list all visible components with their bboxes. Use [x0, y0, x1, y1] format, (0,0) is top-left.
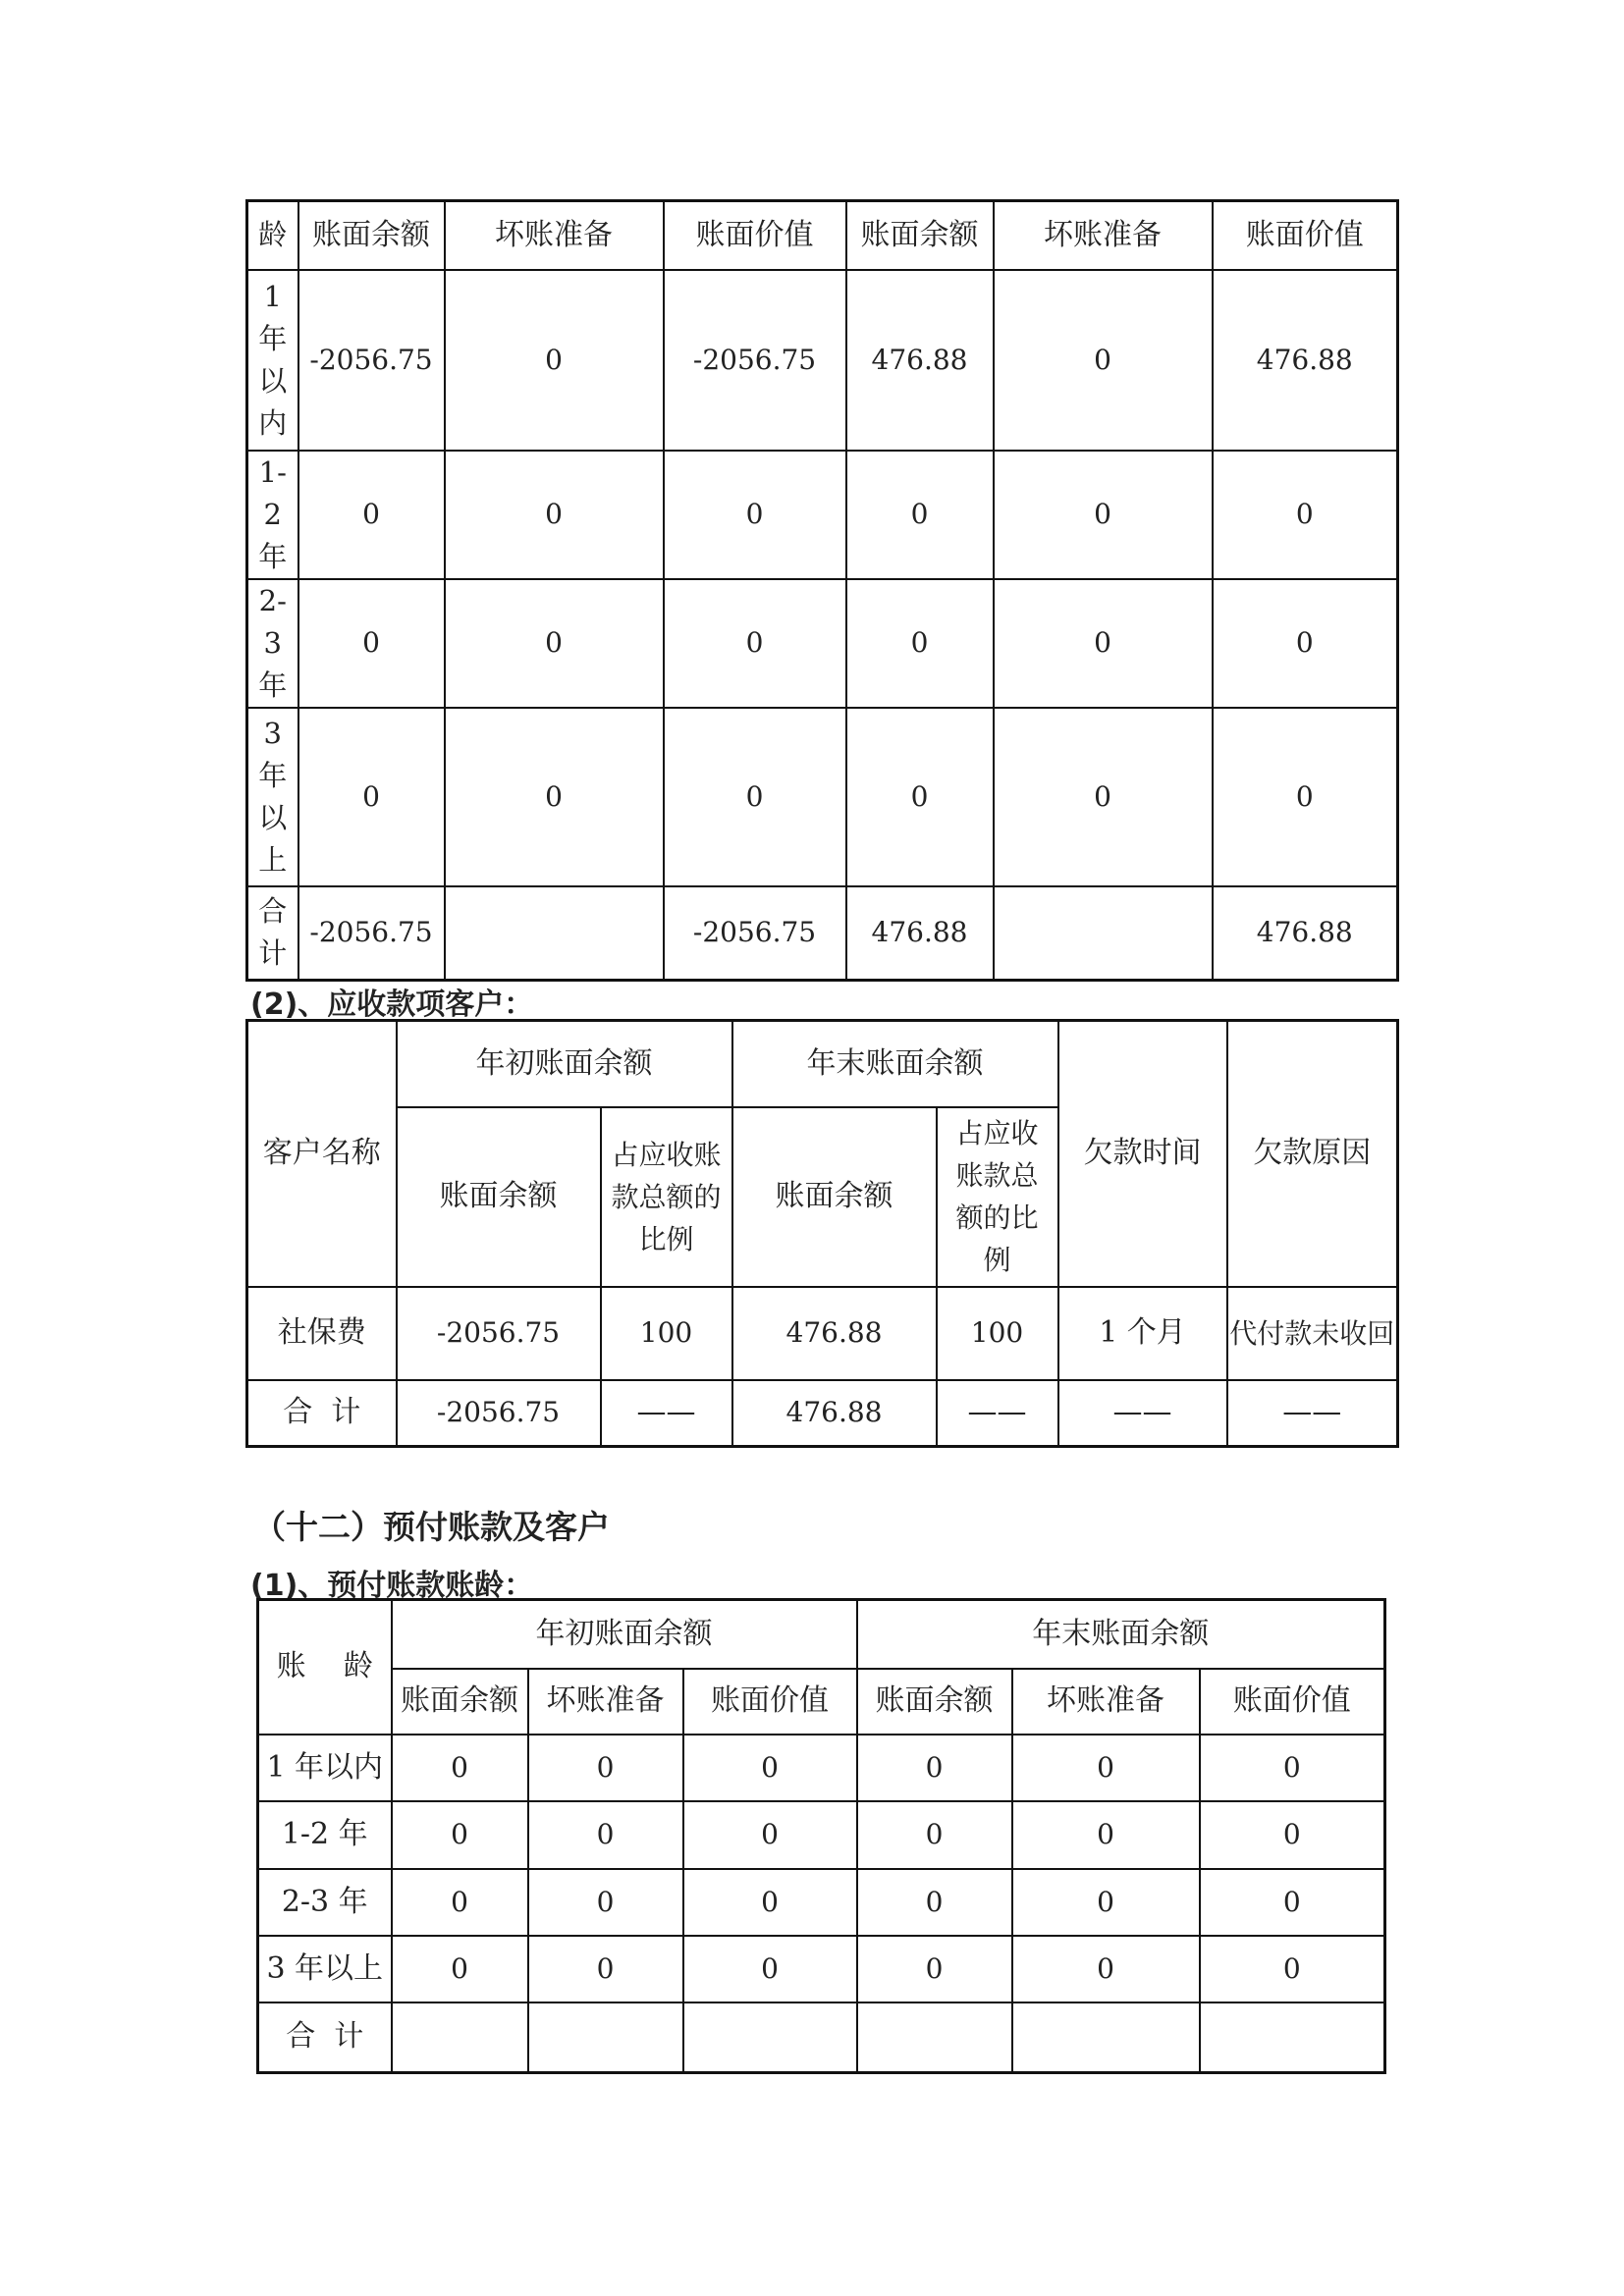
overdue-reason-header: 欠款原因: [1227, 1021, 1398, 1287]
value-cell: [857, 2002, 1012, 2073]
table-row: [258, 1936, 1385, 2002]
value-cell: [994, 886, 1213, 981]
begin-ratio: ——: [601, 1380, 732, 1447]
header-cell: 账面余额: [846, 201, 994, 270]
overdue-time: 1 个月: [1058, 1287, 1227, 1380]
ratio-header: 占应收账款总额的比例: [601, 1107, 732, 1287]
age-cell: 1年以内: [247, 270, 298, 451]
header-cell: 账面价值: [1200, 1669, 1385, 1735]
ratio-header: 占应收账款总额的比例: [937, 1107, 1058, 1287]
total-row: [258, 2002, 1385, 2073]
value-cell: 0: [445, 579, 664, 708]
receivable-aging-table: [245, 199, 1399, 982]
value-cell: 0: [994, 270, 1213, 451]
value-cell: [1012, 2002, 1200, 2073]
table-header-row: [258, 1600, 1385, 1669]
header-cell: 账面价值: [683, 1669, 857, 1735]
value-cell: -2056.75: [664, 886, 846, 981]
value-cell: 0: [683, 1869, 857, 1936]
value-cell: -2056.75: [664, 270, 846, 451]
table-row: [258, 1735, 1385, 1801]
value-cell: 0: [846, 708, 994, 886]
value-cell: 0: [683, 1735, 857, 1801]
value-cell: -2056.75: [298, 270, 445, 451]
header-cell: 坏账准备: [994, 201, 1213, 270]
age-cell: 1-2年: [247, 451, 298, 579]
begin-balance-header: 年初账面余额: [397, 1021, 732, 1107]
value-cell: 0: [1200, 1869, 1385, 1936]
value-cell: [683, 2002, 857, 2073]
table-row: [247, 579, 1398, 708]
header-cell: 账面价值: [664, 201, 846, 270]
age-cell: 合 计: [258, 2002, 392, 2073]
overdue-time: ——: [1058, 1380, 1227, 1447]
value-cell: 0: [1200, 1936, 1385, 2002]
table-row: [258, 1801, 1385, 1869]
table-row: [247, 270, 1398, 451]
header-cell: 坏账准备: [1012, 1669, 1200, 1735]
value-cell: 0: [1213, 451, 1398, 579]
header-cell: 坏账准备: [528, 1669, 683, 1735]
value-cell: 0: [445, 708, 664, 886]
end-balance-header: 年末账面余额: [857, 1600, 1385, 1669]
section-subheading: (1)、预付账款账龄：: [250, 1569, 534, 1603]
value-cell: 0: [392, 1735, 528, 1801]
value-cell: 0: [664, 451, 846, 579]
value-cell: 0: [846, 579, 994, 708]
value-cell: 0: [1200, 1735, 1385, 1801]
value-cell: [1200, 2002, 1385, 2073]
age-cell: 3年以上: [247, 708, 298, 886]
overdue-reason: ——: [1227, 1380, 1398, 1447]
value-cell: 0: [664, 579, 846, 708]
value-cell: 0: [994, 579, 1213, 708]
table-header-row: [247, 1021, 1398, 1107]
table-row: [247, 451, 1398, 579]
value-cell: 476.88: [1213, 270, 1398, 451]
header-cell: 账面余额: [857, 1669, 1012, 1735]
age-cell: 合计: [247, 886, 298, 981]
prepayment-aging-table: [256, 1598, 1386, 2074]
value-cell: 0: [298, 708, 445, 886]
value-cell: -2056.75: [298, 886, 445, 981]
begin-ratio: 100: [601, 1287, 732, 1380]
value-cell: 0: [445, 270, 664, 451]
value-cell: 0: [683, 1801, 857, 1869]
balance-header: 账面余额: [397, 1107, 601, 1287]
value-cell: 0: [298, 451, 445, 579]
value-cell: 0: [392, 1936, 528, 2002]
table-row: [247, 1287, 1398, 1380]
value-cell: 0: [1012, 1936, 1200, 2002]
age-cell: 2-3年: [247, 579, 298, 708]
value-cell: 0: [528, 1936, 683, 2002]
balance-header: 账面余额: [732, 1107, 937, 1287]
receivable-customers-table: [245, 1019, 1399, 1448]
value-cell: 0: [857, 1869, 1012, 1936]
value-cell: 0: [1213, 708, 1398, 886]
value-cell: 0: [857, 1936, 1012, 2002]
value-cell: 0: [664, 708, 846, 886]
age-header: 账 龄: [258, 1600, 392, 1735]
value-cell: 0: [846, 451, 994, 579]
value-cell: [392, 2002, 528, 2073]
table-header-row: [247, 201, 1398, 270]
customer-name-header: 客户名称: [247, 1021, 397, 1287]
value-cell: 0: [445, 451, 664, 579]
age-cell: 1 年以内: [258, 1735, 392, 1801]
end-ratio: 100: [937, 1287, 1058, 1380]
customer-name: 合 计: [247, 1380, 397, 1447]
value-cell: 0: [994, 708, 1213, 886]
value-cell: 0: [857, 1801, 1012, 1869]
value-cell: 0: [994, 451, 1213, 579]
value-cell: 476.88: [1213, 886, 1398, 981]
value-cell: 476.88: [846, 886, 994, 981]
header-cell: 龄: [247, 201, 298, 270]
value-cell: 476.88: [846, 270, 994, 451]
value-cell: 0: [528, 1869, 683, 1936]
end-balance-header: 年末账面余额: [732, 1021, 1058, 1107]
age-cell: 3 年以上: [258, 1936, 392, 2002]
header-cell: 账面价值: [1213, 201, 1398, 270]
age-cell: 2-3 年: [258, 1869, 392, 1936]
total-row: [247, 1380, 1398, 1447]
value-cell: 0: [1012, 1869, 1200, 1936]
end-balance: 476.88: [732, 1287, 937, 1380]
value-cell: 0: [528, 1735, 683, 1801]
header-cell: 坏账准备: [445, 201, 664, 270]
value-cell: 0: [1012, 1735, 1200, 1801]
value-cell: 0: [857, 1735, 1012, 1801]
overdue-reason: 代付款未收回: [1227, 1287, 1398, 1380]
section-heading: （十二）预付账款及客户: [253, 1508, 610, 1546]
end-ratio: ——: [937, 1380, 1058, 1447]
begin-balance-header: 年初账面余额: [392, 1600, 857, 1669]
value-cell: [528, 2002, 683, 2073]
value-cell: [445, 886, 664, 981]
table-subheader-row: [258, 1669, 1385, 1735]
header-cell: 账面余额: [392, 1669, 528, 1735]
value-cell: 0: [1200, 1801, 1385, 1869]
value-cell: 0: [1012, 1801, 1200, 1869]
value-cell: 0: [392, 1801, 528, 1869]
value-cell: 0: [298, 579, 445, 708]
header-cell: 账面余额: [298, 201, 445, 270]
begin-balance: -2056.75: [397, 1287, 601, 1380]
total-row: [247, 886, 1398, 981]
value-cell: 0: [683, 1936, 857, 2002]
overdue-time-header: 欠款时间: [1058, 1021, 1227, 1287]
value-cell: 0: [528, 1801, 683, 1869]
age-cell: 1-2 年: [258, 1801, 392, 1869]
begin-balance: -2056.75: [397, 1380, 601, 1447]
table-row: [247, 708, 1398, 886]
customer-name: 社保费: [247, 1287, 397, 1380]
value-cell: 0: [1213, 579, 1398, 708]
section-heading: (2)、应收款项客户：: [250, 988, 534, 1022]
end-balance: 476.88: [732, 1380, 937, 1447]
table-row: [258, 1869, 1385, 1936]
value-cell: 0: [392, 1869, 528, 1936]
